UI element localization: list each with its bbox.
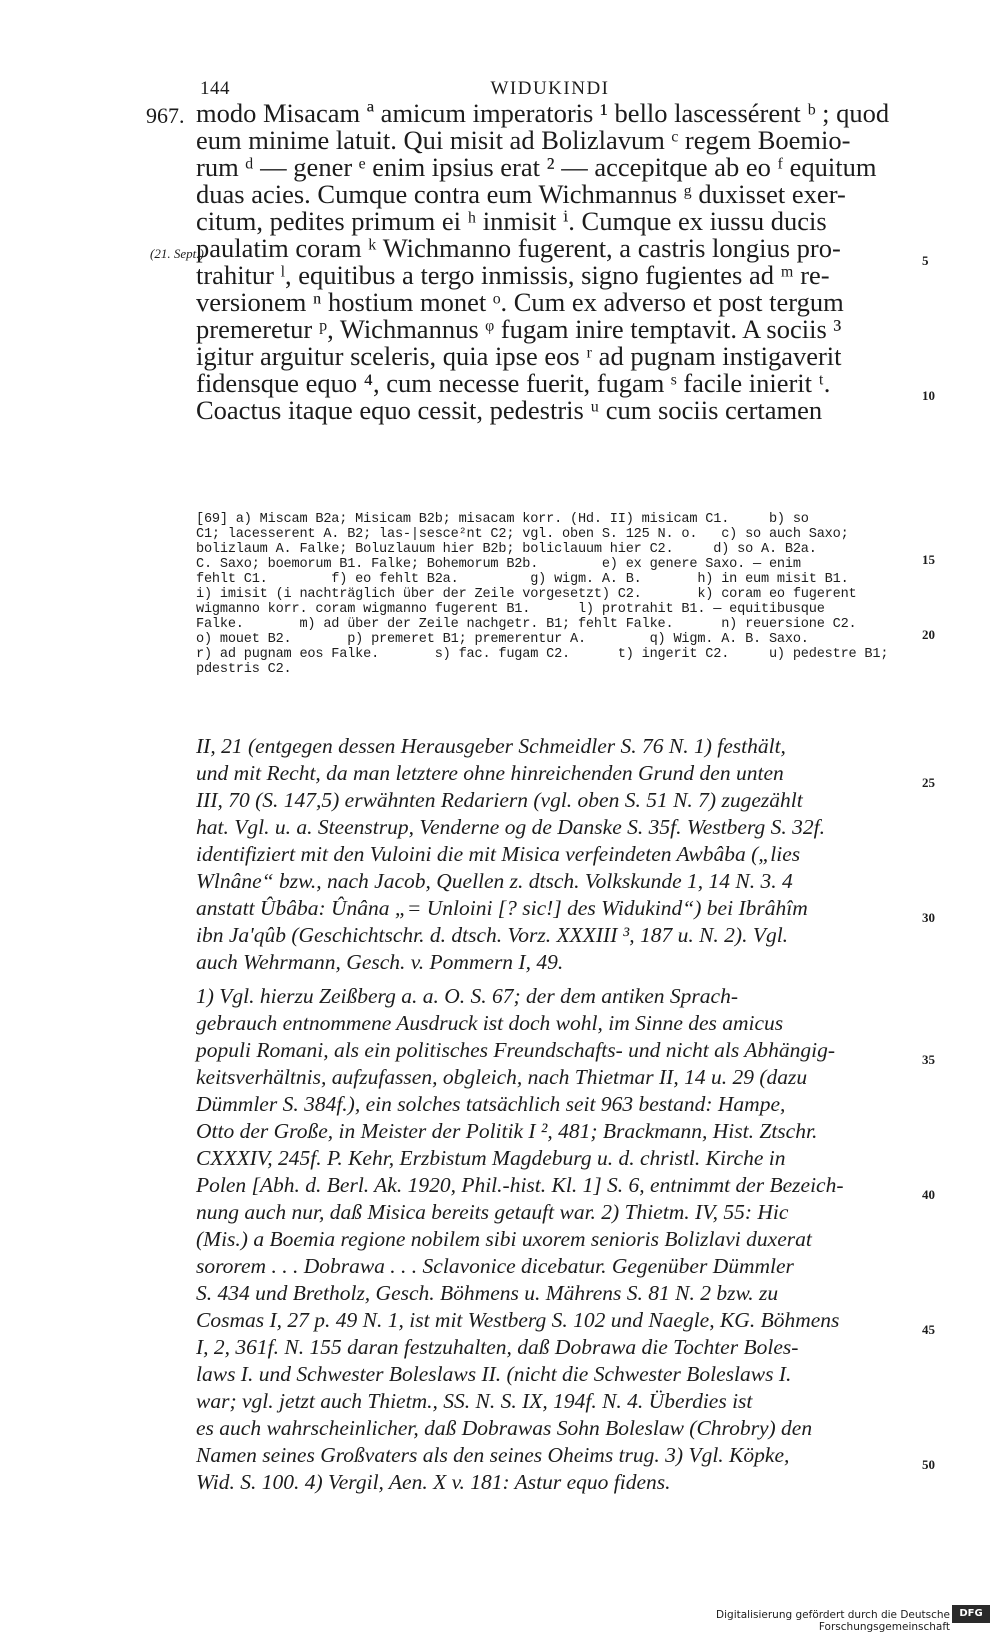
line-number: 5 bbox=[922, 253, 929, 268]
apparatus-line: pdestris C2. bbox=[196, 662, 292, 677]
apparatus-line: wigmanno korr. coram wigmanno fugerent B1. l) protrahit B1. — equitibusque bbox=[196, 602, 825, 617]
note-line: S. 434 und Bretholz, Gesch. Böhmens u. Mährens S. 81 N. 2 bzw. zu bbox=[196, 1281, 779, 1305]
main-text-line: rum ᵈ — gener ᵉ enim ipsius erat ² — accepitque ab eo ᶠ equitum bbox=[196, 152, 877, 182]
main-text-line: premeretur ᵖ, Wichmannus ᵠ fugam inire temptavit. A sociis ³ bbox=[196, 314, 842, 344]
line-number: 45 bbox=[922, 1322, 935, 1337]
apparatus-line: bolizlaum A. Falke; Boluzlauum hier B2b; boliclauum hier C2. d) so A. B2a. bbox=[196, 542, 817, 557]
line-number: 10 bbox=[922, 388, 935, 403]
note-line: III, 70 (S. 147,5) erwähnten Redariern (vgl. oben S. 51 N. 7) zugezählt bbox=[196, 788, 803, 812]
apparatus-line: [69] a) Miscam B2a; Misicam B2b; misacam korr. (Hd. II) misicam C1. b) so bbox=[196, 512, 809, 527]
note-line: gebrauch entnommene Ausdruck ist doch wohl, im Sinne des amicus bbox=[196, 1011, 784, 1035]
apparatus-line: o) mouet B2. p) premeret B1; premerentur A. q) Wigm. A. B. Saxo. bbox=[196, 632, 809, 647]
line-number: 25 bbox=[922, 775, 935, 790]
main-text-line: trahitur ˡ, equitibus a tergo inmissis, signo fugientes ad ᵐ re- bbox=[196, 260, 830, 290]
apparatus-line: r) ad pugnam eos Falke. s) fac. fugam C2. t) ingerit C2. u) pedestre B1; bbox=[196, 647, 889, 662]
line-number: 30 bbox=[922, 910, 935, 925]
note-line: populi Romani, als ein politisches Freundschafts- und nicht als Abhängig- bbox=[196, 1038, 835, 1062]
note-line: CXXXIV, 245f. P. Kehr, Erzbistum Magdeburg u. d. christl. Kirche in bbox=[196, 1146, 786, 1170]
line-number: 50 bbox=[922, 1457, 935, 1472]
digitization-credit: Digitalisierung gefördert durch die Deutsche Forschungsgemeinschaft bbox=[716, 1609, 950, 1633]
line-number: 15 bbox=[922, 552, 935, 567]
note-line: Dümmler S. 384f.), ein solches tatsächlich seit 963 bestand: Hampe, bbox=[196, 1092, 786, 1116]
apparatus-line: i) imisit (i nachträglich über der Zeile vorgesetzt) C2. k) coram eo fugerent bbox=[196, 587, 857, 602]
note-line: ibn Ja'qûb (Geschichtschr. d. dtsch. Vorz. XXXIII ³, 187 u. N. 2). Vgl. bbox=[196, 923, 789, 947]
main-text-line: duas acies. Cumque contra eum Wichmannus ᵍ duxisset exer- bbox=[196, 179, 846, 209]
apparatus-line: Falke. m) ad über der Zeile nachgetr. B1; fehlt Falke. n) reuersione C2. bbox=[196, 617, 857, 632]
note-line: sororem . . . Dobrawa . . . Sclavonice dicebatur. Gegenüber Dümmler bbox=[196, 1254, 794, 1278]
main-text-line: versionem ⁿ hostium monet ᵒ. Cum ex adverso et post tergum bbox=[196, 287, 844, 317]
apparatus-line: C1; lacesserent A. B2; las-|sesce²nt C2; vgl. oben S. 125 N. o. c) so auch Saxo; bbox=[196, 527, 849, 542]
margin-year: 967. bbox=[146, 103, 185, 128]
running-title: WIDUKINDI bbox=[490, 78, 610, 99]
note-line: (Mis.) a Boemia regione nobilem sibi uxorem senioris Bolizlavi duxerat bbox=[196, 1227, 812, 1251]
note-line: II, 21 (entgegen dessen Herausgeber Schmeidler S. 76 N. 1) festhält, bbox=[196, 734, 786, 758]
main-text-line: Coactus itaque equo cessit, pedestris ᵘ cum sociis certamen bbox=[196, 395, 823, 425]
note-line: nung auch nur, daß Misica bereits getauft war. 2) Thietm. IV, 55: Hic bbox=[196, 1200, 789, 1224]
note-line: war; vgl. jetzt auch Thietm., SS. N. S. IX, 194f. N. 4. Überdies ist bbox=[196, 1389, 753, 1413]
page-number: 144 bbox=[200, 78, 230, 99]
line-number: 35 bbox=[922, 1052, 935, 1067]
apparatus-line: fehlt C1. f) eo fehlt B2a. g) wigm. A. B. h) in eum misit B1. bbox=[196, 572, 849, 587]
note-line: und mit Recht, da man letztere ohne hinreichenden Grund den unten bbox=[196, 761, 784, 785]
main-text-line: paulatim coram ᵏ Wichmanno fugerent, a castris longius pro- bbox=[196, 233, 841, 263]
line-number: 20 bbox=[922, 627, 935, 642]
apparatus-line: C. Saxo; boemorum B1. Falke; Bohemorum B2b. e) ex genere Saxo. — enim bbox=[196, 557, 801, 572]
note-line: es auch wahrscheinlicher, daß Dobrawas Sohn Boleslaw (Chrobry) den bbox=[196, 1416, 813, 1440]
note-line: Polen [Abh. d. Berl. Ak. 1920, Phil.-hist. Kl. 1] S. 6, entnimmt der Bezeich- bbox=[196, 1173, 844, 1197]
line-number: 40 bbox=[922, 1187, 935, 1202]
note-line: auch Wehrmann, Gesch. v. Pommern I, 49. bbox=[196, 950, 564, 974]
main-text-line: eum minime latuit. Qui misit ad Bolizlavum ᶜ regem Boemio- bbox=[196, 125, 851, 155]
note-line: anstatt Ûbâba: Ûnâna „= Unloini [? sic!] des Widukind“) bei Ibrâhîm bbox=[196, 896, 808, 920]
note-line: hat. Vgl. u. a. Steenstrup, Venderne og de Danske S. 35f. Westberg S. 32f. bbox=[196, 815, 825, 839]
main-text-line: fidensque equo ⁴, cum necesse fuerit, fugam ˢ facile inierit ᵗ. bbox=[196, 368, 831, 398]
note-line: Wid. S. 100. 4) Vergil, Aen. X v. 181: Astur equo fidens. bbox=[196, 1470, 671, 1494]
note-line: 1) Vgl. hierzu Zeißberg a. a. O. S. 67; der dem antiken Sprach- bbox=[196, 984, 738, 1008]
main-text-line: igitur arguitur sceleris, quia ipse eos ʳ ad pugnam instigaverit bbox=[196, 341, 842, 371]
note-line: Otto der Große, in Meister der Politik I ², 481; Brackmann, Hist. Ztschr. bbox=[196, 1119, 818, 1143]
note-line: Cosmas I, 27 p. 49 N. 1, ist mit Westberg S. 102 und Naegle, KG. Böhmens bbox=[196, 1308, 840, 1332]
note-line: laws I. und Schwester Boleslaws II. (nicht die Schwester Boleslaws I. bbox=[196, 1362, 792, 1386]
main-text-line: modo Misacam ª amicum imperatoris ¹ bello lascessérent ᵇ ; quod bbox=[196, 98, 890, 128]
note-line: keitsverhältnis, aufzufassen, obgleich, nach Thietmar II, 14 u. 29 (dazu bbox=[196, 1065, 808, 1089]
note-line: Namen seines Großvaters als den seines Oheims trug. 3) Vgl. Köpke, bbox=[196, 1443, 790, 1467]
note-line: I, 2, 361f. N. 155 daran festzuhalten, daß Dobrawa die Tochter Boles- bbox=[196, 1335, 799, 1359]
margin-date: (21. Sept.) bbox=[150, 246, 204, 261]
main-text-line: citum, pedites primum ei ʰ inmisit ⁱ. Cumque ex iussu ducis bbox=[196, 206, 827, 236]
note-line: Wlnâne“ bzw., nach Jacob, Quellen z. dtsch. Volkskunde 1, 14 N. 3. 4 bbox=[196, 869, 793, 893]
note-line: identifiziert mit den Vuloini die mit Misica verfeindeten Awbâba („lies bbox=[196, 842, 801, 866]
dfg-logo: DFG bbox=[952, 1605, 990, 1623]
